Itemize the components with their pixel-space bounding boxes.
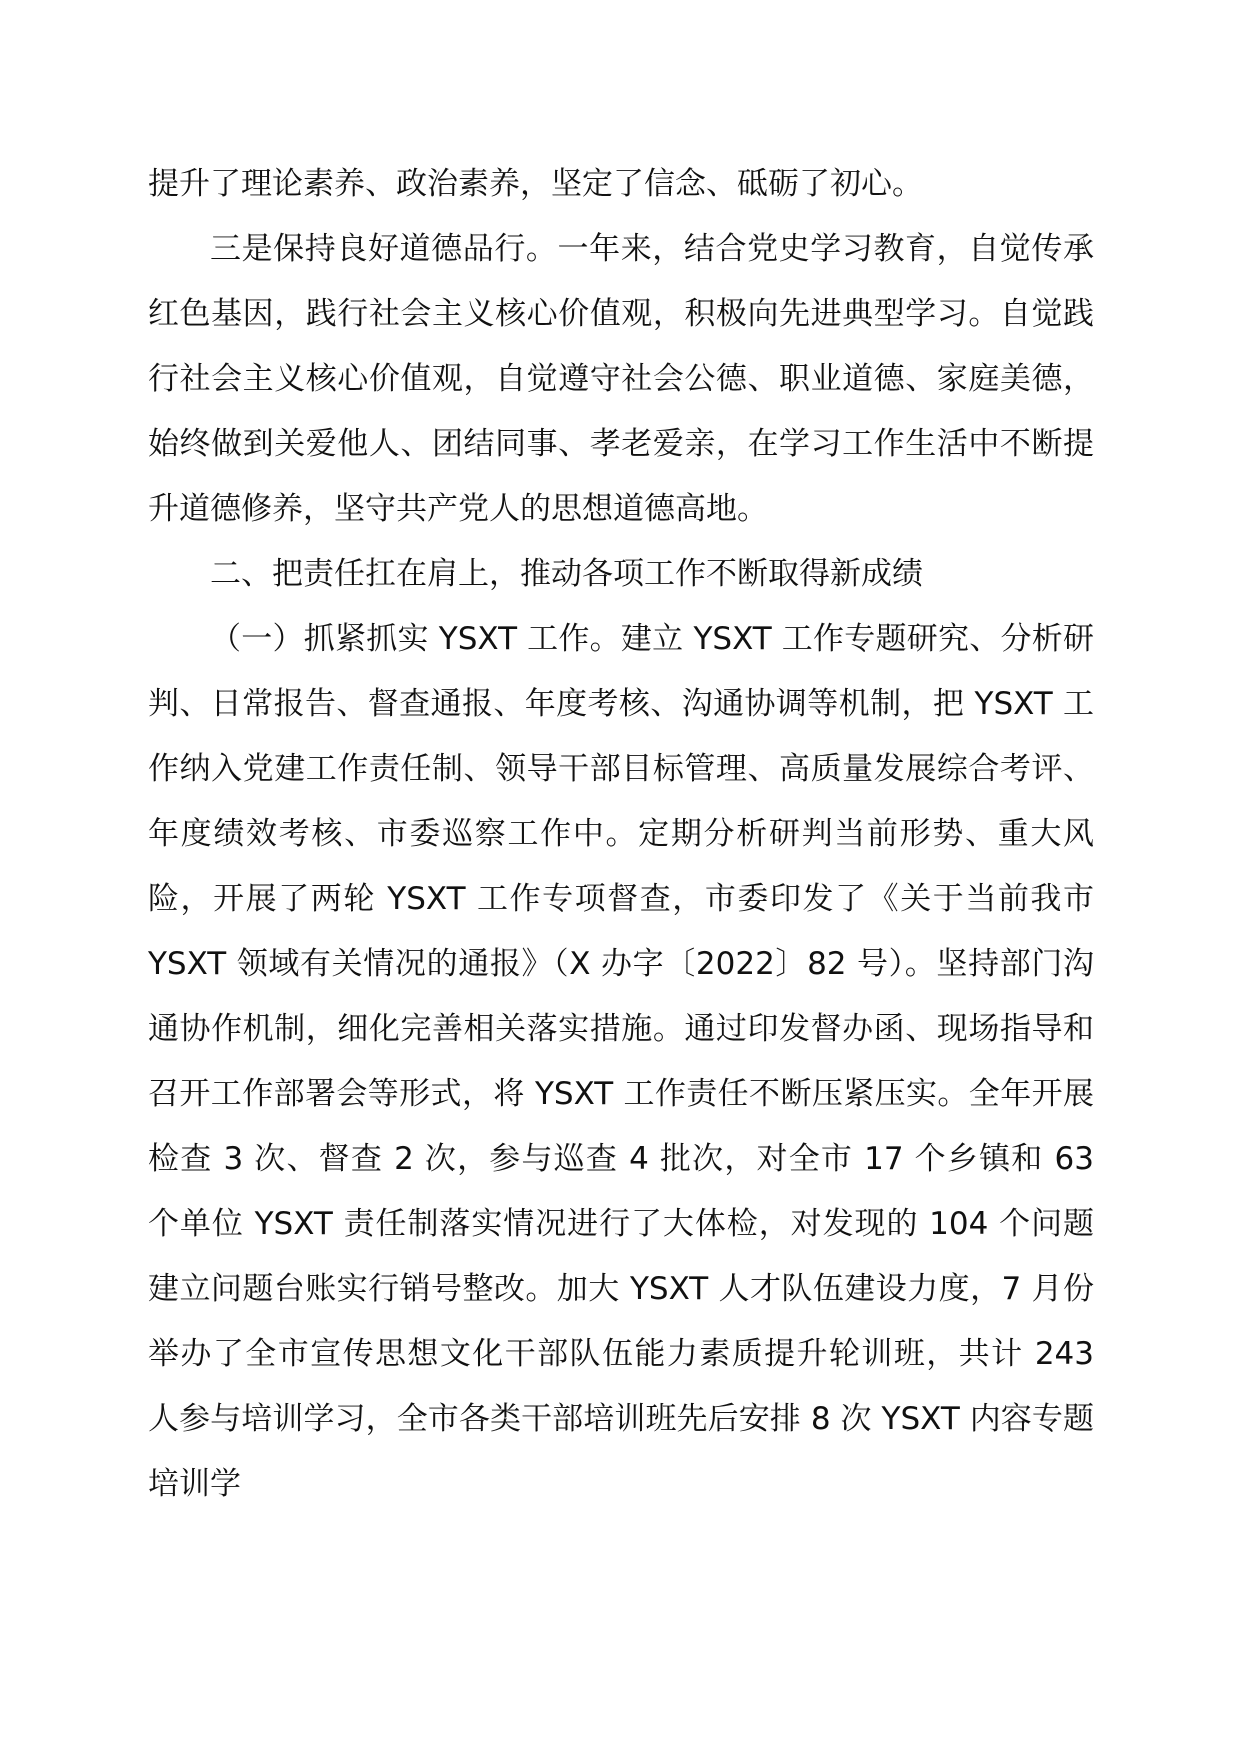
document-page <box>148 152 1094 1517</box>
paragraph-ysxt-work: （一）抓紧抓实 YSXT 工作。建立 YSXT 工作专题研究、分析研判、日常报告、督查通报、年度考核、沟通协调等机制，把 YSXT 工作纳入党建工作责任制、领导干部目标管理、高质量发展综合考评、年度绩效考核、市委巡察工作中。定期分析研判当前形势、重大风险，开展了两轮 YSXT 工作专项督查，市委印发了《关于当前我市 YSXT 领域有关情况的通报》（X 办字〔2022〕82 号）。坚持部门沟通协作机制，细化完善相关落实措施。通过印发督办函、现场指导和召开工作部署会等形式，将 YSXT 工作责任不断压紧压实。全年开展检查 3 次、督查 2 次，参与巡查 4 批次，对全市 17 个乡镇和 63 个单位 YSXT 责任制落实情况进行了大体检，对发现的 104 个问题建立问题台账实行销号整改。加大 YSXT 人才队伍建设力度，7 月份举办了全市宣传思想文化干部队伍能力素质提升轮训班，共计 243 人参与培训学习，全市各类干部培训班先后安排 8 次 YSXT 内容专题培训学 <box>148 621 1094 1502</box>
section-heading: 二、把责任扛在肩上，推动各项工作不断取得新成绩 <box>210 556 923 592</box>
paragraph-continuation: 提升了理论素养、政治素养，坚定了信念、砥砺了初心。 <box>148 166 923 202</box>
paragraph-moral-conduct: 三是保持良好道德品行。一年来，结合党史学习教育，自觉传承红色基因，践行社会主义核心价值观，积极向先进典型学习。自觉践行社会主义核心价值观，自觉遵守社会公德、职业道德、家庭美德，始终做到关爱他人、团结同事、孝老爱亲，在学习工作生活中不断提升道德修养，坚守共产党人的思想道德高地。 <box>148 231 1094 527</box>
